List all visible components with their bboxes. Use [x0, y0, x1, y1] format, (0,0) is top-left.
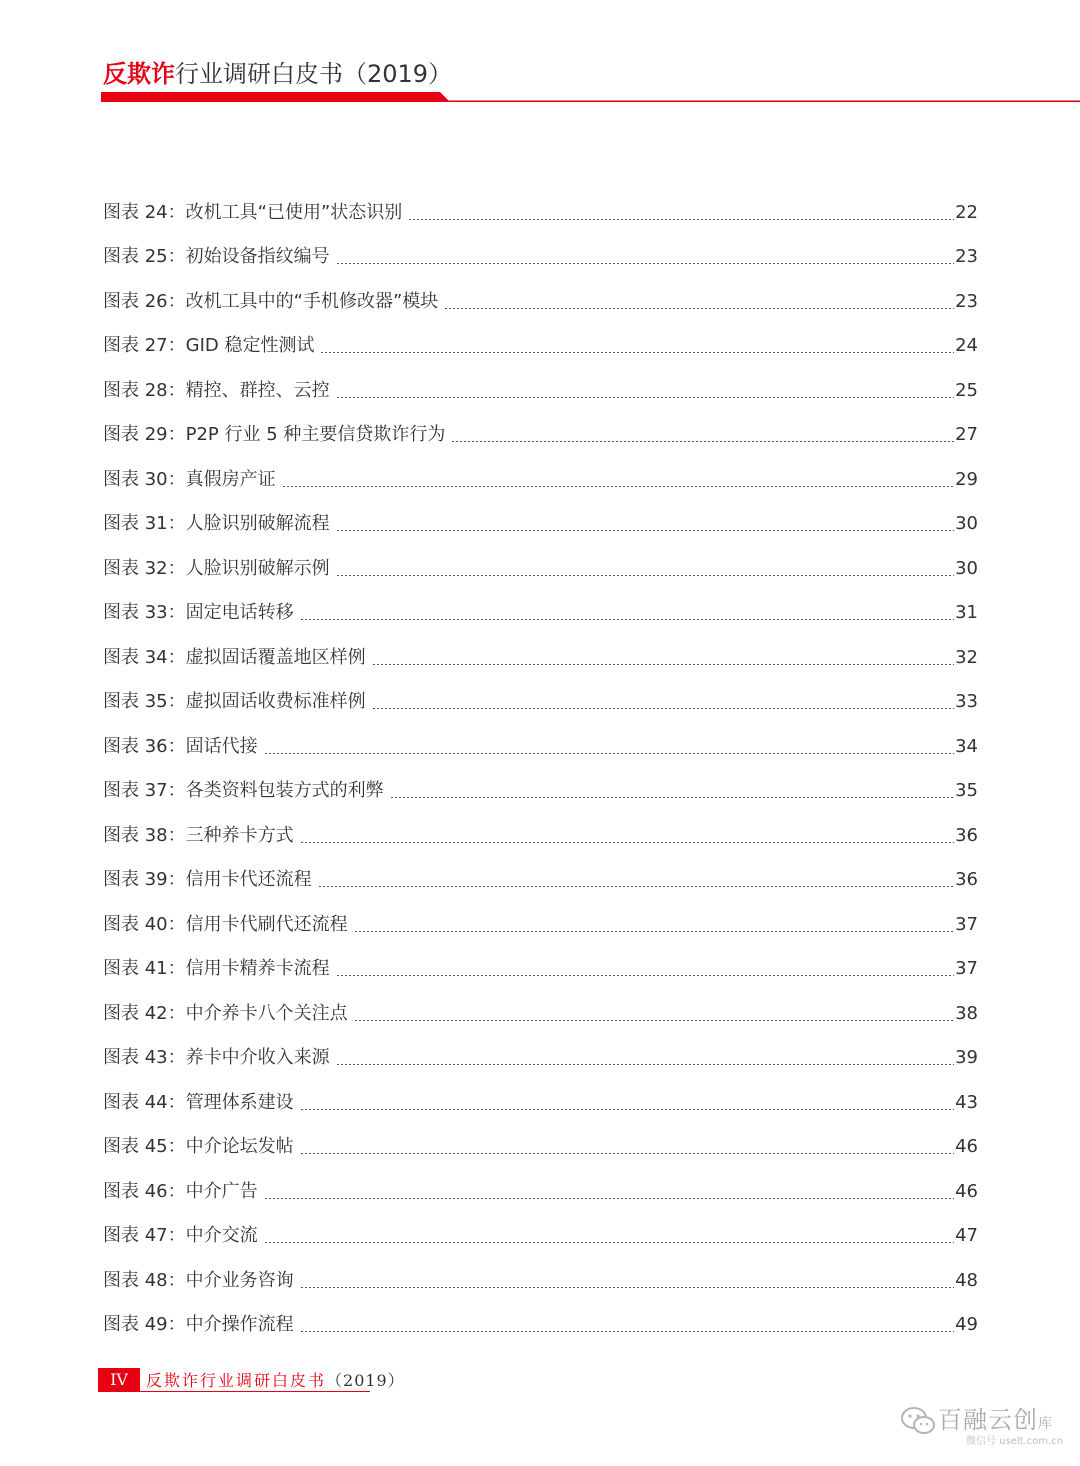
toc-entry-page: 47: [955, 1225, 978, 1246]
toc-entry-page: 36: [955, 824, 978, 846]
figure-list: [103, 186, 978, 1343]
toc-leader-dots: [372, 664, 954, 665]
toc-entry-label: 图表 27：GID 稳定性测试: [103, 335, 315, 356]
toc-entry: [103, 186, 978, 231]
footer-title-text: 反欺诈行业调研白皮书: [146, 1371, 327, 1390]
toc-entry: [103, 1210, 978, 1255]
toc-entry-page: 32: [955, 646, 978, 668]
footer-year: （2019）: [326, 1371, 405, 1390]
toc-entry-page: 49: [955, 1314, 978, 1335]
toc-entry: [103, 1299, 978, 1344]
toc-entry-label: 图表 25：初始设备指纹编号: [103, 246, 330, 267]
footer-rule: [98, 1391, 370, 1392]
toc-entry: [103, 1254, 978, 1299]
toc-entry-label: 图表 38：三种养卡方式: [103, 824, 294, 846]
toc-leader-dots: [336, 530, 954, 531]
toc-leader-dots: [282, 486, 954, 487]
toc-leader-dots: [300, 1109, 954, 1110]
watermark: [896, 1398, 1076, 1450]
toc-entry-page: 37: [955, 913, 978, 935]
wechat-icon: [900, 1406, 936, 1436]
toc-entry-page: 23: [955, 246, 978, 267]
toc-entry: [103, 1032, 978, 1077]
header-title-rest: 行业调研白皮书（2019）: [175, 60, 453, 88]
toc-entry-page: 29: [955, 468, 978, 490]
toc-entry: [103, 453, 978, 498]
toc-entry: [103, 1121, 978, 1166]
toc-leader-dots: [336, 1064, 954, 1065]
toc-leader-dots: [264, 1198, 954, 1199]
toc-entry-label: 图表 35：虚拟固话收费标准样例: [103, 691, 366, 712]
toc-entry: [103, 1076, 978, 1121]
toc-leader-dots: [408, 219, 954, 220]
toc-entry-page: 36: [955, 869, 978, 890]
header-red-line: [440, 101, 1080, 103]
toc-entry: [103, 364, 978, 409]
toc-entry-label: 图表 32：人脸识别破解示例: [103, 557, 330, 579]
toc-leader-dots: [354, 931, 954, 932]
toc-entry-page: 43: [955, 1091, 978, 1113]
toc-entry-page: 37: [955, 958, 978, 979]
toc-entry-page: 34: [955, 735, 978, 757]
toc-entry-page: 27: [955, 424, 978, 445]
toc-entry: [103, 587, 978, 632]
toc-entry-label: 图表 24：改机工具“已使用”状态识别: [103, 201, 403, 223]
toc-leader-dots: [372, 708, 954, 709]
toc-entry-label: 图表 47：中介交流: [103, 1225, 258, 1246]
watermark-brand: 百融云创: [938, 1406, 1038, 1434]
toc-entry-page: 38: [955, 1002, 978, 1024]
toc-entry: [103, 898, 978, 943]
toc-entry-label: 图表 30：真假房产证: [103, 468, 276, 490]
toc-leader-dots: [444, 308, 954, 309]
toc-entry-label: 图表 40：信用卡代刷代还流程: [103, 913, 348, 935]
toc-entry-label: 图表 41：信用卡精养卡流程: [103, 958, 330, 979]
toc-leader-dots: [300, 1331, 954, 1332]
toc-entry-page: 39: [955, 1047, 978, 1068]
toc-entry: [103, 943, 978, 988]
toc-leader-dots: [390, 797, 954, 798]
toc-entry: [103, 542, 978, 587]
toc-leader-dots: [320, 352, 954, 353]
watermark-name: [938, 1400, 1053, 1435]
toc-entry-label: 图表 49：中介操作流程: [103, 1314, 294, 1335]
toc-leader-dots: [318, 886, 954, 887]
toc-entry-page: 33: [955, 691, 978, 712]
toc-entry-label: 图表 37：各类资料包装方式的利弊: [103, 780, 384, 801]
toc-entry: [103, 275, 978, 320]
toc-entry: [103, 409, 978, 454]
toc-entry: [103, 809, 978, 854]
toc-entry-page: 46: [955, 1180, 978, 1202]
toc-entry-page: 24: [955, 335, 978, 356]
toc-entry-label: 图表 42：中介养卡八个关注点: [103, 1002, 348, 1024]
toc-entry-label: 图表 29：P2P 行业 5 种主要信贷欺诈行为: [103, 424, 446, 445]
header-red-bar: [101, 92, 450, 102]
toc-entry: [103, 765, 978, 810]
toc-entry-label: 图表 28：精控、群控、云控: [103, 379, 330, 401]
footer-title: [146, 1370, 405, 1392]
toc-entry-label: 图表 48：中介业务咨询: [103, 1269, 294, 1291]
toc-entry-label: 图表 36：固话代接: [103, 735, 258, 757]
toc-leader-dots: [336, 575, 954, 576]
toc-leader-dots: [300, 619, 954, 620]
toc-entry: [103, 231, 978, 276]
header-rule: [0, 0, 1080, 110]
toc-leader-dots: [264, 753, 954, 754]
toc-entry-label: 图表 26：改机工具中的“手机修改器”模块: [103, 290, 439, 312]
toc-entry-page: 30: [955, 513, 978, 534]
page-number-badge: IV: [98, 1368, 140, 1392]
toc-entry-page: 35: [955, 780, 978, 801]
header-title-accent: 反欺诈: [103, 60, 175, 88]
toc-entry-page: 46: [955, 1136, 978, 1157]
toc-entry-label: 图表 34：虚拟固话覆盖地区样例: [103, 646, 366, 668]
toc-entry: [103, 854, 978, 899]
toc-entry: [103, 987, 978, 1032]
watermark-id: 微信号 uselt.com.cn: [966, 1436, 1064, 1447]
toc-leader-dots: [336, 397, 954, 398]
toc-entry-page: 48: [955, 1269, 978, 1291]
toc-entry-label: 图表 46：中介广告: [103, 1180, 258, 1202]
toc-entry-label: 图表 44：管理体系建设: [103, 1091, 294, 1113]
toc-entry-label: 图表 39：信用卡代还流程: [103, 869, 312, 890]
toc-entry-page: 25: [955, 379, 978, 401]
toc-entry-page: 31: [955, 602, 978, 623]
toc-entry-page: 22: [955, 201, 978, 223]
toc-leader-dots: [336, 975, 954, 976]
toc-entry: [103, 320, 978, 365]
toc-leader-dots: [300, 1287, 954, 1288]
toc-entry: [103, 676, 978, 721]
toc-leader-dots: [264, 1242, 954, 1243]
watermark-suffix: 库: [1038, 1416, 1053, 1432]
toc-leader-dots: [354, 1020, 954, 1021]
toc-leader-dots: [300, 842, 954, 843]
toc-entry: [103, 1165, 978, 1210]
toc-leader-dots: [451, 441, 954, 442]
toc-entry-page: 30: [955, 557, 978, 579]
toc-entry: [103, 720, 978, 765]
toc-entry-label: 图表 43：养卡中介收入来源: [103, 1047, 330, 1068]
toc-entry: [103, 498, 978, 543]
toc-leader-dots: [336, 263, 954, 264]
toc-entry-label: 图表 33：固定电话转移: [103, 602, 294, 623]
toc-entry: [103, 631, 978, 676]
toc-entry-label: 图表 31：人脸识别破解流程: [103, 513, 330, 534]
toc-entry-label: 图表 45：中介论坛发帖: [103, 1136, 294, 1157]
toc-entry-page: 23: [955, 290, 978, 312]
toc-leader-dots: [300, 1153, 954, 1154]
